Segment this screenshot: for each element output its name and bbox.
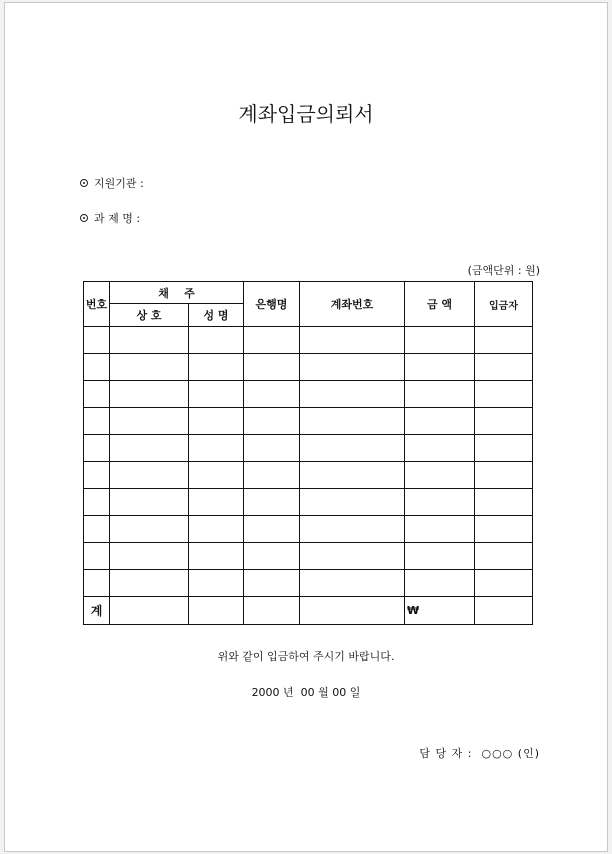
table-cell[interactable] [244,570,300,597]
table-row [84,489,533,516]
table-cell[interactable] [189,516,244,543]
table-cell[interactable] [84,489,110,516]
table-cell[interactable] [405,516,475,543]
table-cell[interactable] [300,489,405,516]
table-cell[interactable] [475,543,533,570]
table-cell[interactable] [475,597,533,625]
header-bank: 은행명 [244,282,300,327]
table-cell[interactable] [405,543,475,570]
table-cell[interactable] [405,408,475,435]
total-row [84,597,533,625]
table-row [84,543,533,570]
table-cell[interactable] [84,570,110,597]
table-cell[interactable] [189,570,244,597]
table-cell[interactable] [110,570,189,597]
table-cell[interactable] [110,489,189,516]
table-cell[interactable] [300,354,405,381]
table-cell[interactable] [405,327,475,354]
deposit-table [83,281,533,625]
table-row [84,327,533,354]
table-cell[interactable] [110,462,189,489]
table-cell[interactable] [475,462,533,489]
table-cell[interactable] [244,327,300,354]
table-cell[interactable] [405,570,475,597]
table-cell[interactable] [189,354,244,381]
table-row [84,570,533,597]
table-cell[interactable] [110,381,189,408]
signature-line: 담 당 자 : ○○○ (인) [419,747,540,760]
table-row [84,516,533,543]
table-row [84,435,533,462]
table-cell[interactable] [110,435,189,462]
table-cell[interactable] [110,354,189,381]
table-cell[interactable] [300,327,405,354]
table-cell[interactable] [189,462,244,489]
table-cell[interactable] [84,435,110,462]
header-owner: 채 주 [110,282,244,304]
table-cell[interactable] [244,543,300,570]
table-row [84,408,533,435]
table-cell[interactable] [405,462,475,489]
table-cell[interactable] [84,516,110,543]
header-no: 번호 [84,282,110,327]
table-cell[interactable] [244,462,300,489]
table-cell[interactable] [244,381,300,408]
table-cell[interactable] [405,381,475,408]
table-cell[interactable] [475,408,533,435]
table-cell[interactable] [84,381,110,408]
table-cell[interactable] [244,435,300,462]
table-row [84,354,533,381]
table-cell[interactable] [475,516,533,543]
total-amount-currency[interactable]: ₩ [405,597,475,625]
header-row-top [84,282,533,304]
table-cell[interactable] [300,408,405,435]
table-cell[interactable] [475,381,533,408]
table-cell[interactable] [84,354,110,381]
table-cell[interactable] [475,354,533,381]
amount-unit-note: (금액단위 : 원) [467,264,540,277]
table-cell[interactable] [475,327,533,354]
table-cell[interactable] [110,327,189,354]
table-cell[interactable] [405,489,475,516]
table-cell[interactable] [244,516,300,543]
table-cell[interactable] [475,435,533,462]
date-text: 2000 년 00 월 00 일 [251,686,361,699]
circle-bullet-icon [80,214,88,222]
table-cell[interactable] [110,516,189,543]
table-row [84,381,533,408]
table-cell[interactable] [475,489,533,516]
field-project-name [80,210,140,226]
table-cell[interactable] [244,354,300,381]
table-cell[interactable] [405,435,475,462]
table-cell[interactable] [110,408,189,435]
total-label: 계 [84,597,110,625]
circle-bullet-icon [80,179,88,187]
table-cell[interactable] [189,597,244,625]
table-cell[interactable] [189,327,244,354]
table-cell[interactable] [84,543,110,570]
table-cell[interactable] [110,597,189,625]
table-cell[interactable] [189,435,244,462]
header-company: 상 호 [110,304,189,327]
table-cell[interactable] [300,543,405,570]
header-name: 성 명 [189,304,244,327]
table-cell[interactable] [189,543,244,570]
field-institution [80,175,144,191]
table-cell[interactable] [300,597,405,625]
table-cell[interactable] [110,543,189,570]
table-cell[interactable] [405,354,475,381]
table-cell[interactable] [300,570,405,597]
table-cell[interactable] [244,489,300,516]
confirm-text: 위와 같이 입금하여 주시기 바랍니다. [217,650,395,663]
table-cell[interactable] [244,597,300,625]
header-depositor: 입금자 [475,282,533,327]
table-cell[interactable] [189,408,244,435]
header-account: 계좌번호 [300,282,405,327]
table-cell[interactable] [84,462,110,489]
table-cell[interactable] [84,327,110,354]
table-cell[interactable] [475,570,533,597]
table-cell[interactable] [189,381,244,408]
header-amount: 금 액 [405,282,475,327]
table-cell[interactable] [189,489,244,516]
table-cell[interactable] [300,435,405,462]
field-institution-label: 지원기관 : [94,177,144,190]
table-cell[interactable] [244,408,300,435]
table-cell[interactable] [84,408,110,435]
table-cell[interactable] [300,516,405,543]
table-row [84,462,533,489]
table-cell[interactable] [300,462,405,489]
field-project-name-label: 과 제 명 : [94,212,141,225]
table-cell[interactable] [300,381,405,408]
document-title: 계좌입금의뢰서 [238,102,374,126]
